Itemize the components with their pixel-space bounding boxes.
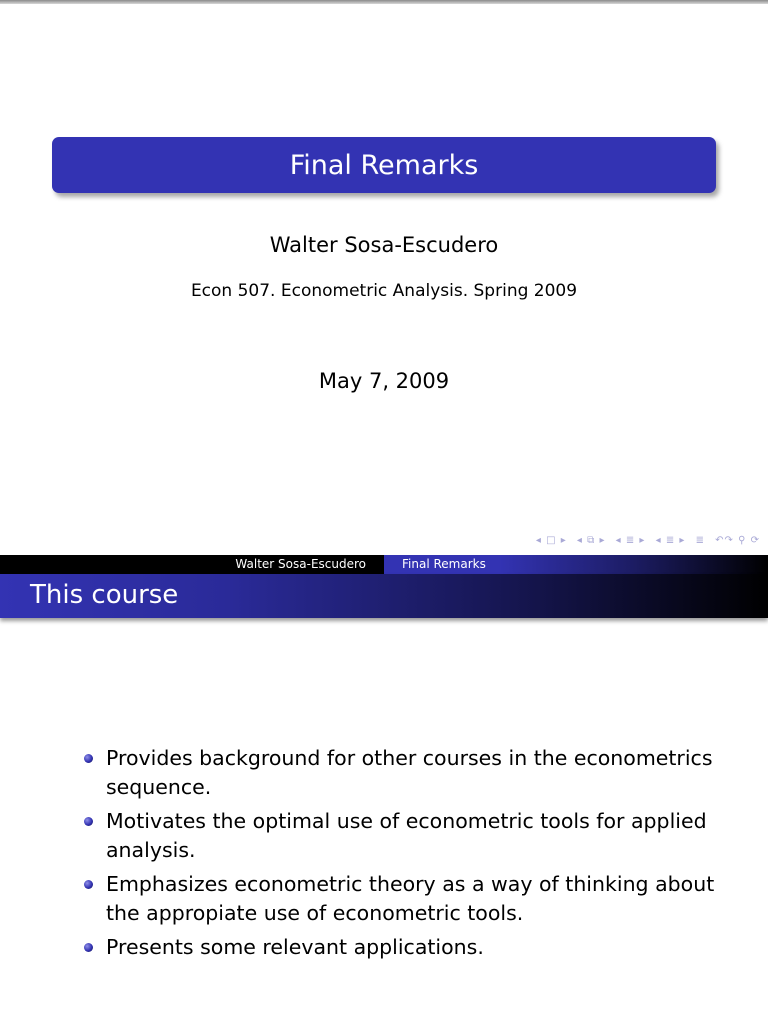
bullet-text: Emphasizes econometric theory as a way of thinking about the appropiate use of econometric tools.	[106, 872, 715, 925]
list-item	[84, 870, 724, 928]
headline-bar	[0, 555, 768, 574]
title-slide	[0, 4, 768, 555]
bullet-text: Provides background for other courses in the econometrics sequence.	[106, 746, 713, 799]
frame-title-bar	[0, 574, 768, 618]
back-search-icon[interactable]: ↶↷ ⚲ ⟳	[715, 535, 760, 546]
list-item	[84, 744, 724, 802]
bullet-icon	[84, 943, 93, 952]
headline-author: Walter Sosa-Escudero	[0, 555, 384, 574]
headline-title: Final Remarks	[384, 555, 768, 574]
content-slide	[0, 555, 768, 1024]
bullet-list	[84, 744, 724, 967]
beamer-navigation-bar	[530, 535, 760, 546]
list-item	[84, 933, 724, 962]
subsection-nav-icon[interactable]: ◂ ≣ ▸	[615, 535, 646, 546]
frame-title: This course	[30, 580, 179, 610]
bullet-text: Motivates the optimal use of econometric tools for applied analysis.	[106, 809, 707, 862]
title-box	[52, 137, 716, 193]
author-name: Walter Sosa-Escudero	[269, 233, 499, 257]
course-info: Econ 507. Econometric Analysis. Spring 2009	[190, 281, 578, 301]
presentation-date: May 7, 2009	[318, 369, 450, 393]
slide-nav-icon[interactable]: ◂ □ ▸	[535, 535, 567, 546]
list-item	[84, 807, 724, 865]
bullet-icon	[84, 754, 93, 763]
toc-icon[interactable]: ≣	[695, 535, 705, 546]
section-nav-icon[interactable]: ◂ ≣ ▸	[655, 535, 686, 546]
frame-nav-icon[interactable]: ◂ ⧉ ▸	[576, 535, 606, 546]
slide-title: Final Remarks	[289, 149, 479, 181]
bullet-icon	[84, 817, 93, 826]
bullet-icon	[84, 880, 93, 889]
bullet-text: Presents some relevant applications.	[106, 935, 484, 959]
